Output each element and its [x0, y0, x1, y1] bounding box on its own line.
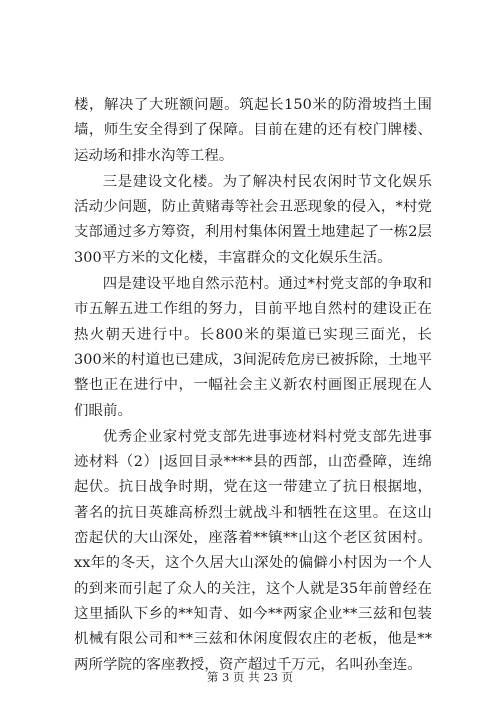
paragraph-demonstration-village: 四是建设平地自然示范村。通过*村党支部的争取和市五解五进工作组的努力，目前平地自然村的建设正在热火朝天进行中。长800米的渠道已实现三面光，长300米的村道也已建成，3间泥砖危房已被拆除，土地平整也正在进行中，一幅社会主义新农村画图正展现在人们眼前。: [74, 276, 432, 419]
paragraph-school-construction: 楼，解决了大班额问题。筑起长150米的防滑坡挡土围墙，师生安全得到了保障。目前在建的还有校门牌楼、运动场和排水沟等工程。: [74, 97, 432, 164]
paragraph-culture-building: 三是建设文化楼。为了解决村民农闲时节文化娱乐活动少问题，防止黄赌毒等社会丑恶现象的侵入，*村党支部通过多方筹资，利用村集体闲置土地建起了一栋2层300平方米的文化楼，丰富群众的文化娱乐生活。: [74, 173, 432, 266]
paragraph-entrepreneur-story: 优秀企业家村党支部先进事迹材料村党支部先进事迹材料（2）|返回目录****县的西部，山峦叠障，连绵起伏。抗日战争时期，党在这一带建立了抗日根据地，著名的抗日英雄高桥烈士就战斗和牺牲在这里。在这山峦起伏的大山深处，座落着**镇**山这个老区贫困村。xx年的冬天，这个久居大山深处的偏僻小村因为一个人的到来而引起了众人的关注，这个人就是35年前曾经在这里插队下乡的**知青、如今**两家企业**三兹和包装机械有限公司和**三兹和休闲度假农庄的老板，他是**两所学院的客座教授，资产超过千万元，名叫孙奎连。: [74, 428, 432, 673]
document-body: [74, 93, 432, 678]
page-footer: 第 3 页 共 23 页: [206, 670, 294, 684]
